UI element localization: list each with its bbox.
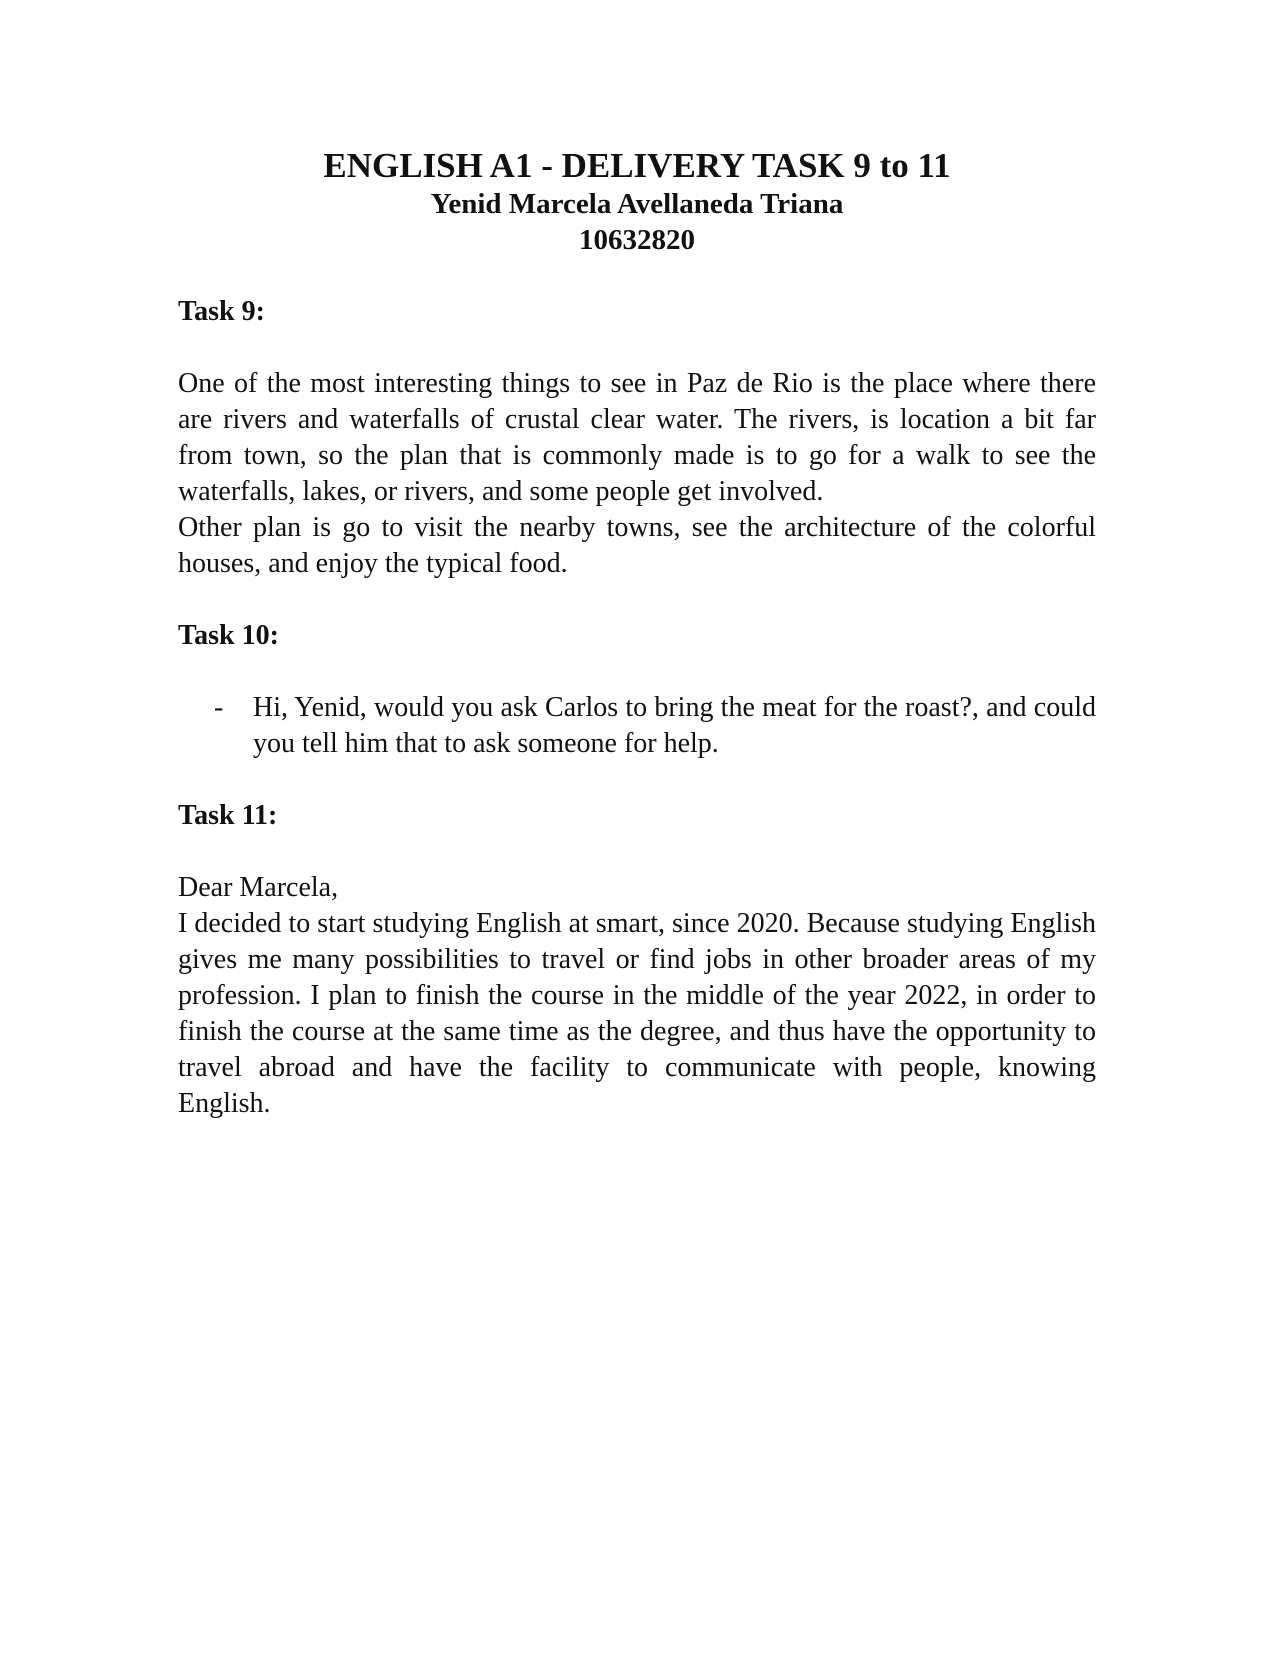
task10-heading: Task 10: [178, 620, 279, 651]
task9-paragraph-2: Other plan is go to visit the nearby towns, see the architecture of the colorful houses, and enjoy the typical food. [178, 512, 1096, 579]
spacer [178, 330, 1096, 366]
task9-heading: Task 9: [178, 296, 265, 327]
task11-greeting: Dear Marcela, [178, 872, 339, 903]
spacer [178, 582, 1096, 618]
task9-paragraph-1: One of the most interesting things to see in Paz de Rio is the place where there are rivers and waterfalls of crustal clear water. The rivers, is location a bit far from town, so the plan that is commonly made is to go for a walk to see the waterfalls, lakes, or rivers, and some people get involved. [178, 368, 1096, 507]
author-name: Yenid Marcela Avellaneda Triana [430, 188, 844, 220]
spacer [178, 654, 1096, 690]
dash-bullet-icon: - [214, 692, 224, 723]
task10-bullet-text: Hi, Yenid, would you ask Carlos to bring the meat for the roast?, and could you tell him that to ask someone for help. [253, 692, 1096, 759]
task11-heading: Task 11: [178, 800, 278, 831]
document-title: ENGLISH A1 - DELIVERY TASK 9 to 11 [323, 146, 951, 185]
spacer [178, 834, 1096, 870]
spacer [178, 258, 1096, 294]
student-id: 10632820 [579, 224, 695, 256]
document-page [178, 146, 1096, 1122]
spacer [178, 762, 1096, 798]
task10-bullet-item [178, 690, 1096, 762]
task11-paragraph: I decided to start studying English at smart, since 2020. Because studying English gives me many possibilities to travel or find jobs in other broader areas of my profession. I plan to finish the course in the middle of the year 2022, in order to finish the course at the same time as the degree, and thus have the opportunity to travel abroad and have the facility to communicate with people, knowing English. [178, 908, 1096, 1119]
